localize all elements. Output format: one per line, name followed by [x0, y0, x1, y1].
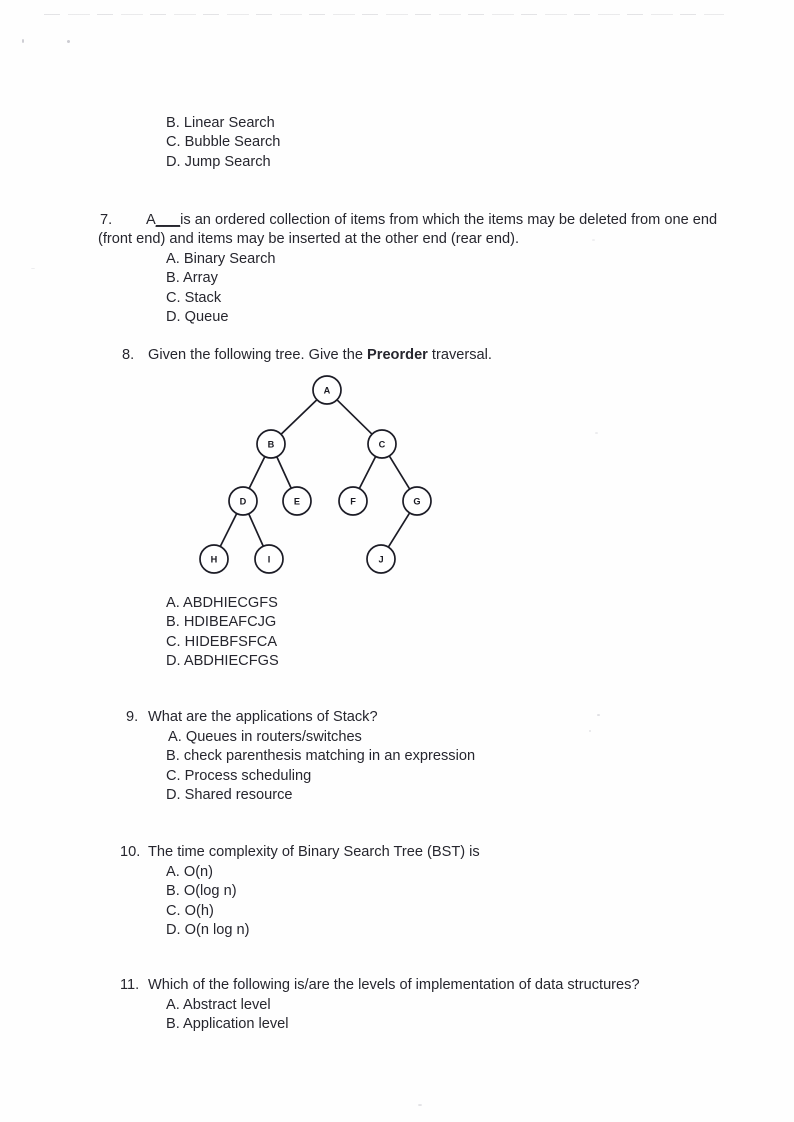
option-item: B. O(log n) — [166, 883, 237, 900]
tree-edge-d-i — [249, 514, 264, 546]
scan-speck — [418, 1104, 422, 1106]
tree-node-g — [403, 487, 431, 515]
question-8-option-list — [166, 594, 279, 672]
tree-node-b — [257, 430, 285, 458]
question-7-stem-line1 — [146, 211, 746, 230]
q7-text-b: is an ordered collection of items from which the items may be deleted from one end — [180, 212, 718, 228]
option-item: A. Abstract level — [166, 997, 271, 1013]
option-item: C. HIDEBFSFCA — [166, 633, 278, 650]
question-11-option-list — [166, 996, 289, 1035]
question-11-stem: Which of the following is/are the levels of implementation of data structures? — [148, 977, 640, 993]
tree-node-j — [367, 545, 395, 573]
question-9-stem: What are the applications of Stack? — [148, 709, 378, 725]
tree-node-label: J — [378, 554, 384, 565]
option-item: C. O(h) — [166, 902, 214, 919]
tree-node-d — [229, 487, 257, 515]
tree-node-label: A — [323, 385, 331, 396]
question-11-number: 11. — [120, 977, 140, 993]
tree-node-label: E — [293, 496, 301, 507]
tree-edge-group — [220, 400, 409, 547]
option-item: C. Stack — [166, 289, 222, 306]
option-item: A. Queues in routers/switches — [168, 729, 362, 745]
option-item: D. Queue — [166, 309, 229, 326]
scan-speck — [22, 39, 24, 43]
tree-node-c — [368, 430, 396, 458]
tree-node-label: H — [210, 554, 218, 565]
q7-blank: ___ — [155, 212, 181, 228]
scan-speck — [67, 40, 70, 43]
option-item: B. check parenthesis matching in an expression — [166, 748, 476, 765]
tree-node-h — [200, 545, 228, 573]
q8-text-b: traversal. — [427, 347, 492, 363]
question-8-stem — [148, 346, 748, 365]
binary-tree-diagram — [180, 368, 450, 580]
scan-speck — [595, 432, 598, 434]
option-item: C. Process scheduling — [166, 767, 312, 784]
option-item: A. ABDHIECGFS — [166, 595, 278, 611]
scan-speck — [31, 268, 35, 269]
tree-edge-c-g — [389, 456, 409, 489]
tree-node-label: D — [239, 496, 247, 507]
option-item: B. Array — [166, 270, 218, 287]
option-item: D. O(n log n) — [166, 922, 250, 939]
tree-edge-d-h — [220, 514, 236, 547]
tree-node-label: I — [267, 554, 271, 565]
tree-edge-g-j — [388, 513, 409, 547]
tree-node-f — [339, 487, 367, 515]
tree-edge-a-b — [281, 400, 317, 435]
tree-node-a — [313, 376, 341, 404]
tree-edge-b-e — [277, 457, 291, 489]
tree-node-label: B — [267, 439, 275, 450]
q7-text-a: A — [146, 212, 156, 228]
q8-emphasis-preorder: Preorder — [367, 347, 428, 363]
carryover-option-list — [166, 114, 280, 172]
question-10-stem: The time complexity of Binary Search Tree (BST) is — [148, 844, 480, 860]
tree-node-group — [200, 376, 431, 573]
question-7-stem-line2: (front end) and items may be inserted at the other end (rear end). — [98, 231, 520, 247]
option-item: C. Bubble Search — [166, 134, 281, 151]
option-item: B. HDIBEAFCJG — [166, 614, 277, 631]
tree-node-label: G — [413, 496, 421, 507]
option-item: A. O(n) — [166, 864, 214, 880]
tree-edge-a-c — [337, 400, 372, 434]
question-9-number: 9. — [126, 709, 139, 725]
option-item: D. Jump Search — [166, 153, 271, 170]
scan-artifact-line — [44, 14, 724, 15]
option-item: D. ABDHIECFGS — [166, 653, 279, 670]
tree-node-e — [283, 487, 311, 515]
option-item: B. Application level — [166, 1016, 289, 1033]
q8-text-a: Given the following tree. Give the — [148, 347, 368, 363]
question-10-number: 10. — [120, 844, 141, 860]
tree-edge-c-f — [359, 456, 375, 488]
option-item: B. Linear Search — [166, 115, 275, 131]
question-9-option-list — [166, 728, 475, 806]
tree-svg — [180, 368, 450, 580]
scan-speck — [589, 730, 591, 732]
tree-node-label: C — [378, 439, 386, 450]
question-10-option-list — [166, 863, 250, 941]
question-8-number: 8. — [122, 347, 135, 363]
question-7-option-list — [166, 250, 276, 328]
tree-node-i — [255, 545, 283, 573]
tree-node-label: F — [350, 496, 356, 507]
tree-edge-b-d — [249, 457, 265, 489]
option-item: A. Binary Search — [166, 251, 276, 267]
question-7-number: 7. — [100, 212, 113, 228]
option-item: D. Shared resource — [166, 787, 293, 804]
